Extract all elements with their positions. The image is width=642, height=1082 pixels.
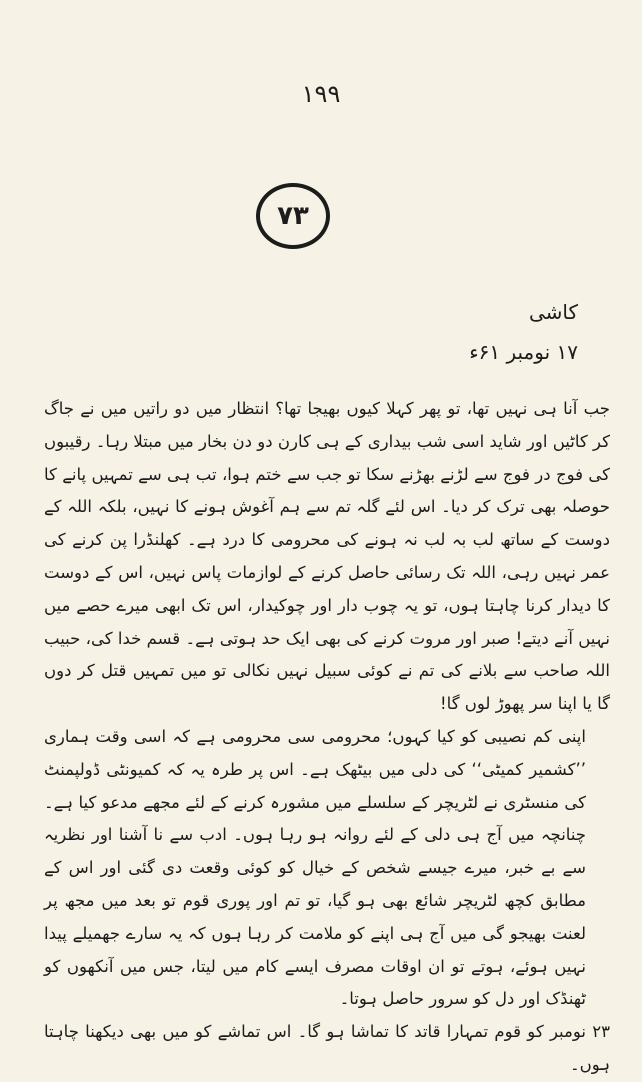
paragraph: جب آنا ہی نہیں تھا، تو پھر کہلا کیوں بھیجا تھا؟ انتظار میں دو راتیں میں نے جاگ کر کاٹیں اور شاید اسی شب بیداری کے ہی کارن دو دن بخار میں مبتلا رہا۔ رقیبوں کی فوج در فوج سے لڑنے بھڑنے سکا تو جب سے ختم ہوا، تب ہی سے تمہیں پانے کا حوصلہ بھی ترک کر دیا۔ اس لئے گلہ تم سے ہم آغوش ہونے کا نہیں، بلکہ اللہ کے دوست کے ساتھ لب بہ لب نہ ہونے کی محرومی کا درد ہے۔ کھلنڈرا پن کرنے کی عمر نہیں رہی، اللہ تک رسائی حاصل کرنے کے لوازمات پاس نہیں، اس کے دوست کا دیدار کرنا چاہتا ہوں، تو یہ چوب دار اور چوکیدار، اس تک ابھی میرے حصے میں نہیں آنے دیتے! صبر اور مروت کرنے کی بھی ایک حد ہوتی ہے۔ قسم خدا کی، حبیب اللہ صاحب سے بلانے کی تم نے کوئی سبیل نہیں نکالی تو میں تمہیں قتل کر دوں گا یا اپنا سر پھوڑ لوں گا! <box>44 399 610 714</box>
letter-date: ۱۷ نومبر ۶۱ء <box>469 340 578 364</box>
letter-header <box>469 292 578 372</box>
paragraph: ۲۳ نومبر کو قوم تمہارا قاتد کا تماشا ہو گا۔ اس تماشے کو میں بھی دیکھنا چاہتا ہوں۔ <box>44 1022 610 1074</box>
salutation: کاشی <box>528 300 578 324</box>
chapter-number-circle <box>256 183 330 249</box>
page-number: ۱۹۹ <box>301 80 341 108</box>
chapter-number: ۷۳ <box>277 201 309 231</box>
paragraph: اپنی کم نصیبی کو کیا کہوں؛ محرومی سی محرومی ہے کہ اسی وقت ہماری ’’کشمیر کمیٹی‘‘ کی دلی میں بیٹھک ہے۔ اس پر طرہ یہ کہ کمیونٹی ڈولپمنٹ کی منسٹری نے لٹریچر کے سلسلے میں مشورہ کرنے کے لئے مجھے مدعو کیا ہے۔ چنانچہ میں آج ہی دلی کے لئے روانہ ہو رہا ہوں۔ ادب سے نا آشنا اور نظریہ سے بے خبر، میرے جیسے شخص کے خیال کو کوئی وقعت دی گئی اور اس کے مطابق کچھ لٹریچر شائع بھی ہو گیا، تو تم اور پوری قوم تو بعد میں مجھ پر لعنت بھیجو گی میں آج ہی اپنے کو ملامت کر رہا ہوں کہ یہ سارے جھمیلے پیدا نہیں ہوئے، ہوتے تو ان اوقات مصرف ایسے کام میں لیتا، جس میں آنکھوں کو ٹھنڈک اور دل کو سرور حاصل ہوتا۔ <box>44 726 586 1009</box>
letter-body <box>44 393 610 1082</box>
